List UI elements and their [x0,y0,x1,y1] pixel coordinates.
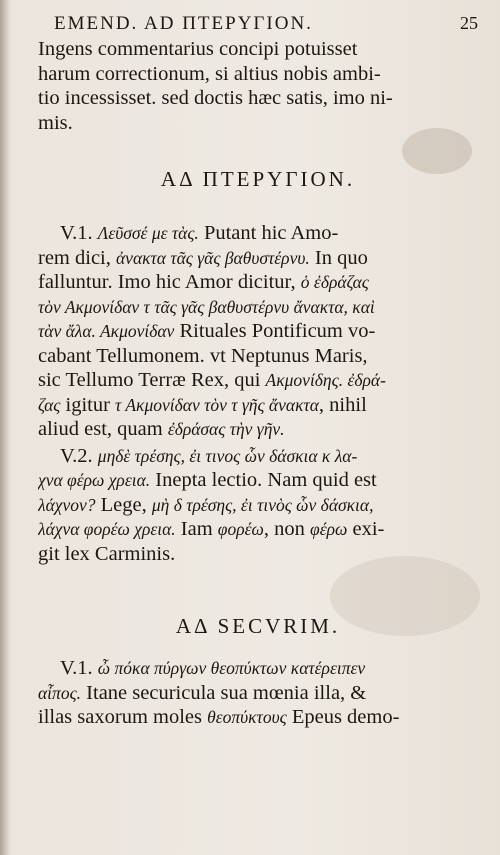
latin-text: Rituales Pontificum vo- [174,320,376,342]
latin-text: rem dici, [38,246,116,269]
text-line [38,417,478,442]
latin-text: V.2. [60,444,98,467]
latin-text: falluntur. Imo hic Amor dicitur, [38,271,301,293]
text-line [38,493,478,518]
greek-text: χνα φέρω χρεια. [38,470,151,490]
gutter-shadow [0,0,10,855]
text-line [38,246,478,271]
latin-text: Putant hic Amo- [198,222,339,244]
section-2-body [38,656,478,730]
greek-text: φορέω [217,519,264,539]
greek-text: ἐδράσας τὴν γῆν. [167,419,285,439]
greek-text: ὁ ἐδράζας [300,272,369,292]
intro-paragraph [38,37,478,135]
text-block [38,10,478,730]
greek-text: ἀνακτα τᾶς γᾶς βαθυστέρνυ. [116,247,310,268]
greek-text: ὦ πόκα πύργων θεοπύκτων κατέρειπεν [97,658,366,678]
greek-text: Ακμονίδης. ἐδρά- [265,370,386,390]
latin-text: Lege, [95,493,152,516]
greek-text: μὴ δ τρέσης, ἐι τινὸς ὧν δάσκια, [151,494,374,515]
text-line [38,656,478,681]
latin-text: illas saxorum moles [38,706,208,728]
greek-text: ζας [38,394,61,415]
latin-text: , non [263,518,311,540]
latin-text: cabant Tellumonem. vt Neptunus Maris, [38,344,368,367]
greek-text: μηδὲ τρέσης, ἐι τινος ὧν δάσκια κ λα- [97,445,358,466]
text-line [38,517,478,542]
greek-text: τὰν ἄλα. Ακμονίδαν [38,321,175,341]
text-line [38,705,478,730]
latin-text: igitur [60,393,116,416]
latin-text: , nihil [318,393,367,416]
latin-text: git lex Carminis. [38,542,176,565]
text-line [38,468,478,493]
text-line [38,344,478,369]
greek-text: θεοπύκτους [207,707,287,727]
text-line [38,542,478,567]
text-line [38,681,478,706]
latin-text: V.1. [60,657,98,679]
greek-text: τ Ακμονίδαν τὸν τ γῆς ἄνακτα [115,394,319,415]
text-line [38,319,478,344]
greek-text: λάχνα φορέω χρεια. [38,519,176,539]
latin-text: aliud est, quam [38,418,168,440]
section-1-body [38,221,478,566]
latin-text: Inepta lectio. Nam quid est [150,469,377,491]
text-line: tio incessisset. sed doctis hæc satis, imo ni- [38,87,393,109]
section-heading: ΑΔ ΠΤΕΡΥΓΙΟΝ. [160,167,356,191]
section-heading: ΑΔ SECVRIM. [175,614,341,638]
latin-text: Itane securicula sua mœnia illa, & [81,681,367,704]
text-line [38,295,478,320]
latin-text: sic Tellumo Terræ Rex, qui [38,369,266,391]
greek-text: τὸν Ακμονίδαν τ τᾶς γᾶς βαθυστέρνυ ἄνακτα, καὶ [38,296,375,317]
text-line: harum correctionum, si altius nobis ambi- [38,62,381,85]
greek-text: αἶπος. [38,682,82,703]
greek-text: Λεῦσσέ με τὰς. [97,223,199,243]
text-line [38,221,478,246]
page-number: 25 [460,13,478,33]
latin-text: Epeus demo- [286,706,400,728]
greek-text: φέρω [310,519,348,539]
text-line [38,444,478,469]
latin-text: V.1. [60,222,98,244]
text-line: Ingens commentarius concipi potuisset [38,38,358,60]
text-line: mis. [38,111,73,134]
latin-text: In quo [309,246,368,269]
latin-text: Iam [175,518,218,540]
greek-text: λάχνον? [38,494,96,515]
text-line [38,393,478,418]
text-line [38,368,478,393]
text-line [38,270,478,295]
latin-text: exi- [347,518,385,540]
running-head-title: EMEND. AD ΠΤΕΡΥΓΙΟΝ. [54,13,313,34]
running-head [38,10,478,37]
